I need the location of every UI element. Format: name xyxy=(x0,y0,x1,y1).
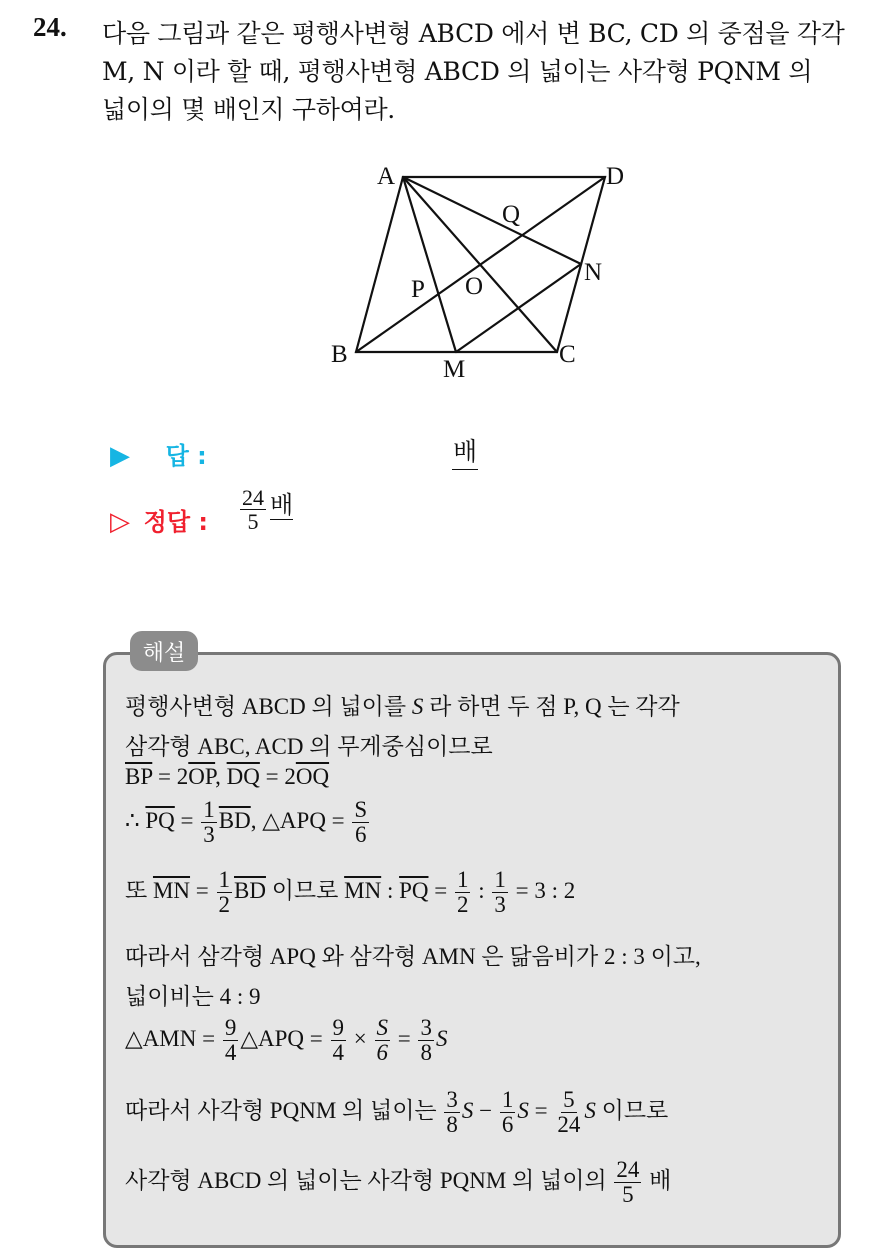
segment-am xyxy=(403,177,456,352)
label-c: C xyxy=(559,341,576,368)
solution-line-4: ∴ $\overline{PQ}$ = $\frac{1}{3}$ $\overline{BD}$, △APQ = $\frac{S}{6}$ xyxy=(125,797,368,848)
question-line-2: M, N 이라 할 때, 평행사변형 ABCD 의 넓이는 사각형 PQNM 의 xyxy=(102,57,813,86)
solution-line-3: $\overline{BP} = 2\overline{OP}$, $\overline{DQ} = 2\overline{OQ}$ xyxy=(125,764,330,789)
answer-blank[interactable]: 배 xyxy=(452,432,478,470)
parallelogram-figure xyxy=(320,150,650,390)
label-n: N xyxy=(584,259,603,286)
key-den: 5 xyxy=(247,509,259,535)
label-a: A xyxy=(377,163,396,190)
key-label: 정답 : xyxy=(143,508,208,536)
question-line-3: 넓이의 몇 배인지 구하여라. xyxy=(102,95,395,124)
solution-line-8: △AMN = $\frac{9}{4}$ △APQ = $\frac{9}{4}$ × $\frac{S}{6}$ = $\frac{3}{8}$ S xyxy=(125,1015,448,1066)
question-line-1: 다음 그림과 같은 평행사변형 ABCD 에서 변 BC, CD 의 중점을 각각 xyxy=(102,19,845,48)
key-value xyxy=(238,486,293,533)
label-b: B xyxy=(331,341,348,368)
solution-tab: 해설 xyxy=(130,631,198,671)
label-q: Q xyxy=(502,201,521,228)
diagonal-ac xyxy=(403,177,557,352)
solution-line-9: 따라서 사각형 PQNM 의 넓이는 $\frac{3}{8}$ S − $\frac{1}{6}$ S = $\frac{5}{24}$ S 이므로 xyxy=(125,1087,669,1138)
label-d: D xyxy=(606,163,625,190)
segment-an xyxy=(403,177,581,264)
solution-line-1: 평행사변형 ABCD 의 넓이를 S 라 하면 두 점 P, Q 는 각각 xyxy=(125,694,680,719)
solution-line-2: 삼각형 ABC, ACD 의 무게중심이므로 xyxy=(125,734,493,759)
label-m: M xyxy=(443,356,466,383)
answer-row xyxy=(110,436,207,471)
solution-line-6: 따라서 삼각형 APQ 와 삼각형 AMN 은 닮음비가 2 : 3 이고, xyxy=(125,944,701,969)
key-suffix: 배 xyxy=(270,490,294,519)
key-marker-icon: ▷ xyxy=(110,507,130,537)
solution-line-7: 넓이비는 4 : 9 xyxy=(125,984,261,1009)
solution-line-10: 사각형 ABCD 의 넓이는 사각형 PQNM 의 넓이의 $\frac{24}{5}$ 배 xyxy=(125,1157,672,1208)
answer-label: 답 : xyxy=(165,442,207,470)
question-number: 24. xyxy=(33,12,67,42)
key-num: 24 xyxy=(242,485,264,510)
label-o: O xyxy=(465,273,484,300)
solution-line-5: 또 $\overline{MN}$ = $\frac{1}{2}$ $\overline{BD}$ 이므로 $\overline{MN}$ : $\overline{PQ}$ = $\frac{1}{2}$ : $\frac{1}{3}$ = 3 : 2 xyxy=(125,867,576,918)
label-p: P xyxy=(411,276,425,303)
key-row xyxy=(110,502,208,537)
answer-marker-icon: ▶ xyxy=(110,441,130,471)
